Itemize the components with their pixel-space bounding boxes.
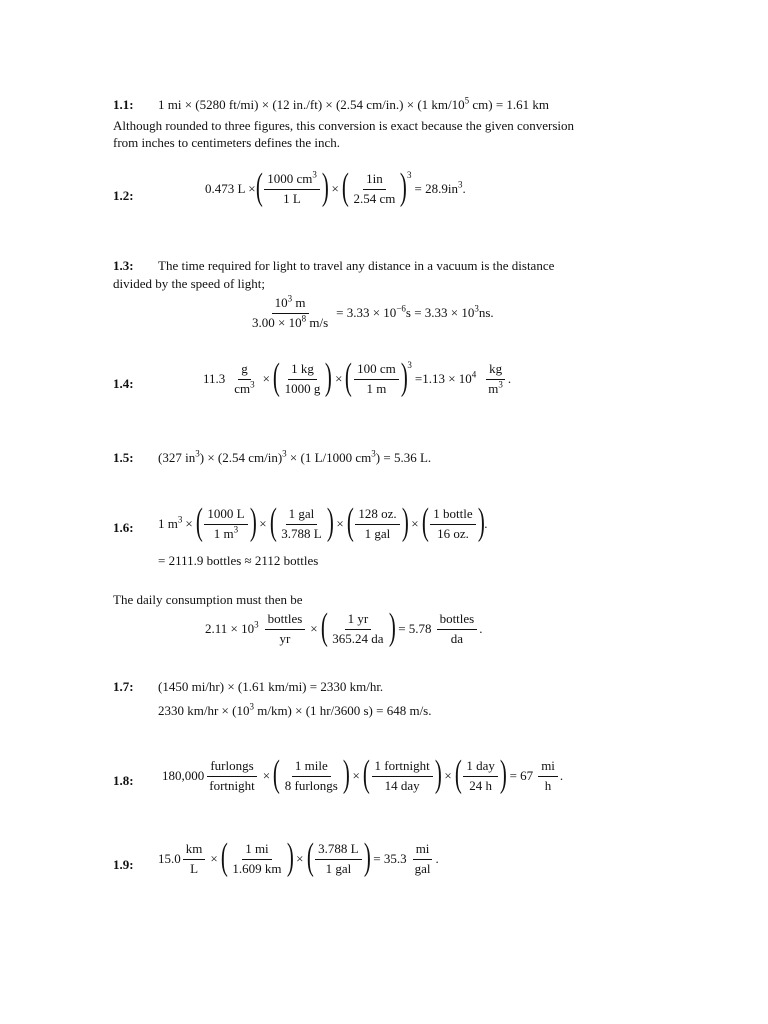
problem-label-1-9: 1.9: — [113, 857, 134, 872]
numerator: 1 kg — [288, 361, 317, 380]
paren-left: ( — [421, 501, 429, 543]
equation-1-3 — [247, 295, 497, 332]
problem-label-1-2: 1.2: — [113, 188, 134, 203]
denominator: 3.788 L — [281, 525, 322, 541]
exponent: 3 — [249, 701, 254, 712]
result-text: = 67 — [509, 767, 534, 783]
denominator: L — [190, 860, 199, 876]
period: . — [479, 620, 483, 636]
paren-left: ( — [272, 753, 280, 795]
numerator-text: 10 — [274, 295, 288, 310]
denominator — [485, 380, 506, 398]
exponent: 3 — [474, 303, 479, 314]
daily-consumption-text: The daily consumption must then be — [113, 592, 303, 607]
equation-1-5-part-c: × (1 L/1000 cm — [289, 450, 372, 465]
denominator: 1000 g — [284, 380, 321, 396]
paren-right: ) — [342, 753, 350, 795]
equation-1-2: 0.473 L × ( $\frac{1000 cm^3}{1 L}$ ) × ( $\frac{1in}{2.54 cm}$ ) $^3$ = $28.9in^3$. — [205, 166, 466, 208]
line-2-part-b: m/km) × (1 hr/3600 s) = 648 m/s. — [253, 703, 432, 718]
daily-lead — [205, 621, 259, 638]
exponent: 3 — [177, 514, 183, 525]
numerator: bottles — [265, 611, 306, 630]
text-1-3-line-1: The time required for light to travel any distance in a vacuum is the distance — [158, 258, 555, 273]
equation-1-6-daily: $2.11 \times 10^3$ $\frac{\text{bottles}}{yr}$ × ( $\frac{1 yr}{365.24 da}$ ) = 5.78 $\frac{\text{bottles}}{da}$ . — [205, 606, 483, 648]
period: . — [435, 850, 439, 866]
fraction — [183, 841, 206, 878]
problem-label-1-1: 1.1: — [113, 97, 134, 112]
numerator — [272, 295, 309, 314]
numerator: bottles — [437, 611, 478, 630]
numerator: 1 mile — [292, 758, 331, 777]
equation-1-5: (327 $in^3) \times (2.54$ cm/in)$^3$ × (1 L/1000 $cm^3) = 5.36$ L. — [158, 448, 432, 465]
numerator: 1 fortnight — [372, 758, 433, 777]
problem-label-1-8: 1.8: — [113, 773, 134, 788]
fraction — [351, 171, 399, 208]
equation-1-6: 1 $m^3$ × ( $\frac{1000 L}{1 m^3}$ ) × ( $\frac{\text{1 gal}}{3.788 L}$ ) × ( $\frac{128 oz.}{\text{1 gal}}$ ) × ( $\frac{\text{1 bottle}}{16 oz.}$ ) . — [158, 501, 488, 543]
result-text: = 28.9in — [414, 180, 458, 196]
fraction — [430, 506, 475, 543]
denominator: 2.54 cm — [353, 190, 396, 206]
equation-1-2-lead: 0.473 L × — [205, 180, 256, 196]
fraction — [231, 361, 257, 398]
denominator: 24 h — [469, 777, 493, 793]
denominator: yr — [279, 630, 291, 646]
problem-label-1-5: 1.5: — [113, 450, 134, 465]
paren-left: ( — [320, 606, 328, 648]
fraction — [265, 611, 306, 648]
numerator: mi — [413, 841, 433, 860]
denominator — [231, 380, 257, 398]
problem-label-1-4: 1.4: — [113, 376, 134, 391]
times-sign: × — [331, 180, 339, 196]
denominator: da — [450, 630, 464, 646]
denominator-text: cm — [234, 380, 251, 396]
paren-right: ) — [400, 166, 408, 208]
fraction — [372, 758, 433, 795]
text-1-3-line-2: divided by the speed of light; — [113, 276, 266, 291]
numerator: 1 day — [463, 758, 498, 777]
equation-1-5-part-d: ) = 5.36 L. — [375, 450, 432, 465]
result-part: = 3.33 × 10 — [336, 304, 397, 320]
equation-1-1 — [158, 97, 549, 114]
note-1-1-line-2: from inches to centimeters defines the inch. — [113, 135, 341, 150]
numerator: 1 yr — [345, 611, 372, 630]
unit: m/s — [306, 314, 329, 330]
note-1-1-line-1: Although rounded to three figures, this conversion is exact because the given conversion — [113, 118, 575, 133]
result-part: s = 3.33 × 10 — [405, 304, 475, 320]
denominator: 1 gal — [325, 860, 352, 876]
exponent: 3 — [287, 293, 293, 304]
equation-1-8: 180,000 $\frac{\text{furlongs}}{\text{fortnight}}$ × ( $\frac{\text{1 mile}}{\text{8 furlongs}}$ ) × ( $\frac{\text{1 fortnight}}{\text{14 day}}$ ) × ( $\frac{\text{1 day}}{24 h}$ ) = 67 $\frac{mi}{h}$ . — [162, 753, 564, 795]
equation-1-7-line-1: (1450 mi/hr) × (1.61 km/mi) = 2330 km/hr. — [158, 679, 384, 694]
denominator: h — [544, 777, 552, 793]
paren-right: ) — [325, 356, 333, 398]
paren-right: ) — [286, 836, 294, 878]
equation-1-1-part-a: 1 mi × (5280 ft/mi) × (12 in./ft) × (2.54 cm/in.) × (1 km/10 — [158, 97, 465, 112]
denominator: 1.609 km — [232, 860, 282, 876]
denominator — [211, 525, 241, 543]
line-2-part-a: 2330 km/hr × (10 — [158, 703, 250, 718]
paren-left: ( — [341, 166, 349, 208]
equation-1-5-part-a: 327 in — [162, 450, 196, 465]
exponent: 3 — [195, 448, 200, 459]
exponent: 3 — [371, 448, 376, 459]
result-exponent: 3 — [458, 179, 463, 190]
result-text: =1.13 × 10 — [414, 370, 472, 386]
paren-left: ( — [362, 753, 370, 795]
fraction — [264, 171, 320, 208]
denominator: gal — [414, 860, 431, 876]
paren-right: ) — [321, 166, 329, 208]
equation-1-6-lead — [158, 516, 182, 533]
numerator: 1000 L — [204, 506, 247, 525]
fraction — [354, 361, 399, 398]
denominator: 14 day — [384, 777, 420, 793]
period: . — [484, 515, 488, 531]
denominator: 16 oz. — [437, 525, 469, 541]
denominator: 365.24 da — [332, 630, 384, 646]
fraction — [355, 506, 399, 543]
problem-label-1-3: 1.3: — [113, 258, 134, 273]
paren-left: ( — [306, 836, 314, 878]
problem-label-1-7: 1.7: — [113, 679, 134, 694]
denominator-text: 3.00 × 10 — [252, 314, 302, 330]
fraction — [249, 295, 331, 332]
paren-left: ( — [454, 753, 462, 795]
fraction — [315, 841, 361, 878]
fraction — [282, 758, 341, 795]
paren-left: ( — [220, 836, 228, 878]
fraction — [329, 611, 386, 648]
paren-right: ) — [249, 501, 257, 543]
denominator: 1 gal — [364, 525, 391, 541]
paren-left: ( — [272, 356, 280, 398]
unit: m — [292, 295, 306, 310]
numerator-text: 1000 cm — [267, 170, 313, 186]
result-part: ns. — [478, 304, 494, 320]
numerator: 1 mi — [242, 841, 271, 860]
paren-right: ) — [326, 501, 334, 543]
equation-1-4-lead: 11.3 — [203, 370, 226, 386]
paren-left: ( — [255, 166, 263, 208]
numerator: 100 cm — [354, 361, 399, 380]
paren-right: ) — [388, 606, 396, 648]
result — [415, 371, 476, 388]
equation-1-1-exponent: 5 — [464, 95, 470, 106]
result-text: = 35.3 — [373, 850, 407, 866]
paren-left: ( — [195, 501, 203, 543]
lead-text: 2.11 × 10 — [205, 620, 255, 636]
numerator: mi — [538, 758, 558, 777]
equation-1-8-lead: 180,000 — [162, 767, 205, 783]
numerator: 1in — [363, 171, 386, 190]
numerator: km — [183, 841, 206, 860]
equation-1-7-line-2 — [158, 703, 432, 720]
exponent: 3 — [250, 379, 255, 390]
paren-left: ( — [269, 501, 277, 543]
numerator: furlongs — [207, 758, 256, 777]
exponent: 3 — [233, 524, 239, 535]
fraction — [206, 758, 258, 795]
fraction — [282, 361, 324, 398]
result — [336, 305, 494, 322]
paren-left: ( — [346, 501, 354, 543]
denominator — [249, 314, 331, 332]
fraction — [485, 361, 506, 398]
denominator: 1 L — [283, 190, 301, 206]
result — [415, 181, 466, 198]
equation-1-6-result: = 2111.9 bottles ≈ 2112 bottles — [158, 553, 319, 568]
denominator: 1 m — [366, 380, 387, 396]
result-text: = 5.78 — [398, 620, 432, 636]
numerator: 1 gal — [286, 506, 318, 525]
denominator-text: 1 m — [213, 525, 234, 541]
exponent: 3 — [312, 169, 317, 180]
fraction — [204, 506, 247, 543]
result-exponent: 4 — [471, 369, 477, 380]
fraction — [437, 611, 478, 648]
exponent: 3 — [498, 379, 503, 390]
fraction — [412, 841, 434, 878]
equation-1-4: 11.3 $\frac{g}{cm^3}$ × ( $\frac{1 kg}{1000 g}$ ) × ( $\frac{100 cm}{1 m}$ ) $^3$ $=1.13 \times 10^4$ $\frac{kg}{m^3}$ . — [203, 356, 512, 398]
numerator: 1 bottle — [430, 506, 475, 525]
numerator: 128 oz. — [355, 506, 399, 525]
fraction — [278, 506, 324, 543]
numerator — [264, 171, 320, 190]
equation-1-9-lead: 15.0 — [158, 850, 181, 866]
denominator: fortnight — [209, 777, 255, 793]
equation-1-9: 15.0 $\frac{km}{L}$ × ( $\frac{1 mi}{1.609 km}$ ) × ( $\frac{3.788 L}{\text{1 gal}}$ ) = 35.3 $\frac{mi}{\text{gal}}$ . — [158, 836, 439, 878]
lead-text: 1 m — [158, 515, 178, 531]
period: . — [462, 180, 466, 196]
paren-right: ) — [401, 501, 409, 543]
paren-right: ) — [477, 501, 485, 543]
exponent: 8 — [301, 313, 307, 324]
paren-right: ) — [363, 836, 371, 878]
denominator: 8 furlongs — [284, 777, 338, 793]
denominator-text: m — [488, 380, 499, 396]
numerator: 3.788 L — [315, 841, 361, 860]
period: . — [507, 370, 512, 386]
exponent: 3 — [254, 619, 259, 630]
paren-right: ) — [434, 753, 442, 795]
numerator: kg — [486, 361, 505, 380]
numerator: g — [238, 361, 251, 380]
fraction — [229, 841, 284, 878]
exponent: −6 — [396, 303, 406, 314]
problem-label-1-6: 1.6: — [113, 520, 134, 535]
equation-1-5-part-b: × (2.54 cm/in) — [207, 450, 283, 465]
period: . — [559, 767, 564, 783]
equation-1-1-part-b: cm) = 1.61 km — [469, 97, 550, 112]
paren-right: ) — [400, 356, 408, 398]
fraction — [463, 758, 498, 795]
exponent: 3 — [282, 448, 287, 459]
fraction — [538, 758, 558, 795]
paren-left: ( — [345, 356, 353, 398]
paren-right: ) — [499, 753, 507, 795]
